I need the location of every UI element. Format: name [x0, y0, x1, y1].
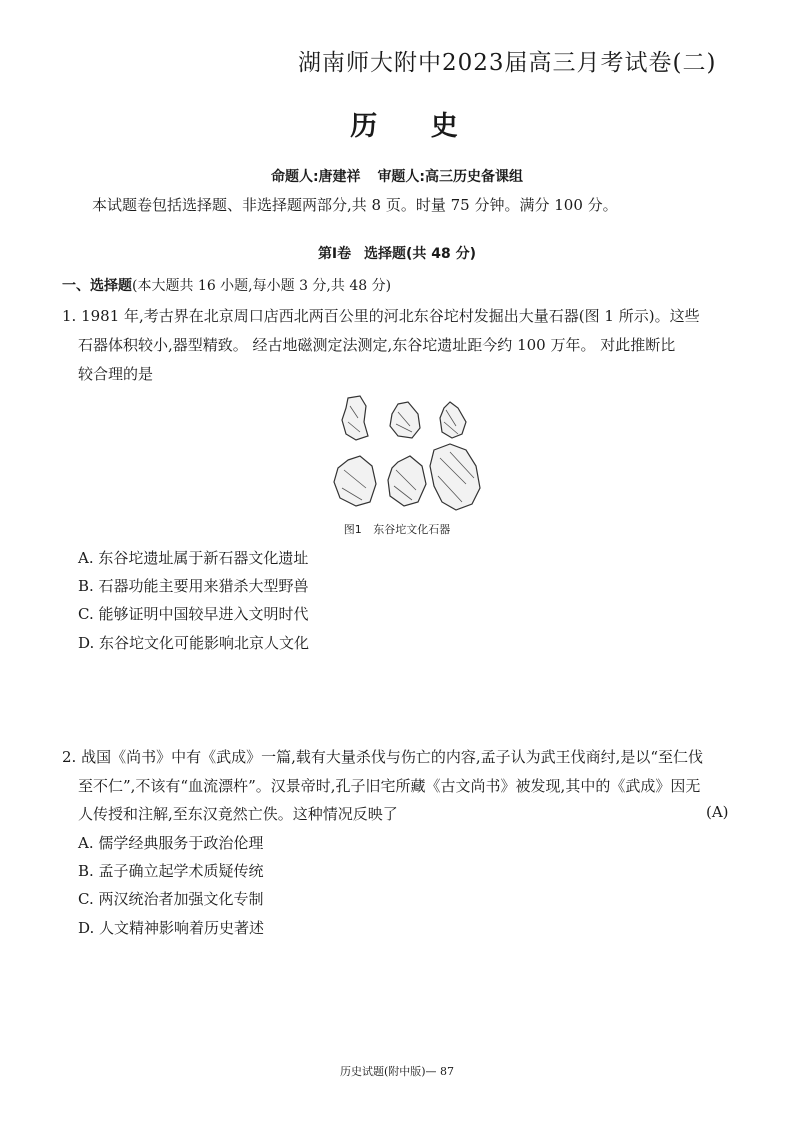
subject-title: 历 史 [350, 111, 480, 142]
part-title [0, 243, 794, 263]
question-2-option-b: B. 孟子确立起学术质疑传统 [78, 862, 264, 880]
page-footer: 历史试题(附中版)— 87 [339, 1065, 455, 1078]
question-1-line-2: 石器体积较小,器型精致。 经古地磁测定法测定,东谷坨遗址距今约 100 万年。 对此推断比 [78, 336, 676, 354]
section-label: 一、选择题 [62, 278, 132, 294]
question-2-line-2: 至不仁”,不该有“血流漂杵”。汉景帝时,孔子旧宅所藏《古文尚书》被发现,其中的《武成》因无 [78, 777, 701, 795]
exam-intro: 本试题卷包括选择题、非选择题两部分,共 8 页。时量 75 分钟。满分 100 分。 [92, 196, 618, 214]
question-2-option-a: A. 儒学经典服务于政治伦理 [78, 834, 264, 852]
reviewer: 审题人:高三历史备课组 [377, 169, 524, 185]
question-2-option-c: C. 两汉统治者加强文化专制 [78, 890, 264, 908]
part-label: 第Ⅰ卷 [317, 246, 352, 262]
part-subtitle: 选择题(共 48 分) [364, 246, 477, 262]
question-1-option-d: D. 东谷坨文化可能影响北京人文化 [78, 634, 310, 652]
exam-title: 湖南师大附中2023届高三月考试卷(二) [298, 50, 717, 76]
stone-tool-6 [430, 444, 480, 510]
question-2-line-1: 2. 战国《尚书》中有《武成》一篇,载有大量杀伐与伤亡的内容,孟子认为武王伐商纣,是以“至仁伐 [62, 748, 704, 766]
stone-tools-figure [326, 392, 486, 517]
stone-tool-1 [342, 396, 368, 440]
question-2-option-d: D. 人文精神影响着历史著述 [78, 919, 265, 937]
question-1-option-b: B. 石器功能主要用来猎杀大型野兽 [78, 577, 309, 595]
stone-tool-3 [440, 402, 466, 438]
author-line [0, 166, 794, 186]
stone-tool-4 [334, 456, 376, 506]
figure-caption-text: 东谷坨文化石器 [373, 523, 451, 536]
author: 命题人:唐建祥 [270, 169, 361, 185]
question-1-line-3: 较合理的是 [78, 365, 154, 383]
question-1-line-1: 1. 1981 年,考古界在北京周口店西北两百公里的河北东谷坨村发掘出大量石器(图 1 所示)。这些 [62, 307, 700, 325]
figure-label: 图1 [343, 523, 362, 536]
section-heading [62, 275, 391, 295]
question-2-answer: (A) [706, 803, 729, 821]
figure-caption [0, 521, 794, 537]
question-1-option-c: C. 能够证明中国较早进入文明时代 [78, 605, 309, 623]
question-2-line-3: 人传授和注解,至东汉竟然亡佚。这种情况反映了 [78, 805, 398, 823]
section-note: (本大题共 16 小题,每小题 3 分,共 48 分) [132, 278, 392, 294]
question-1-option-a: A. 东谷坨遗址属于新石器文化遗址 [78, 549, 309, 567]
